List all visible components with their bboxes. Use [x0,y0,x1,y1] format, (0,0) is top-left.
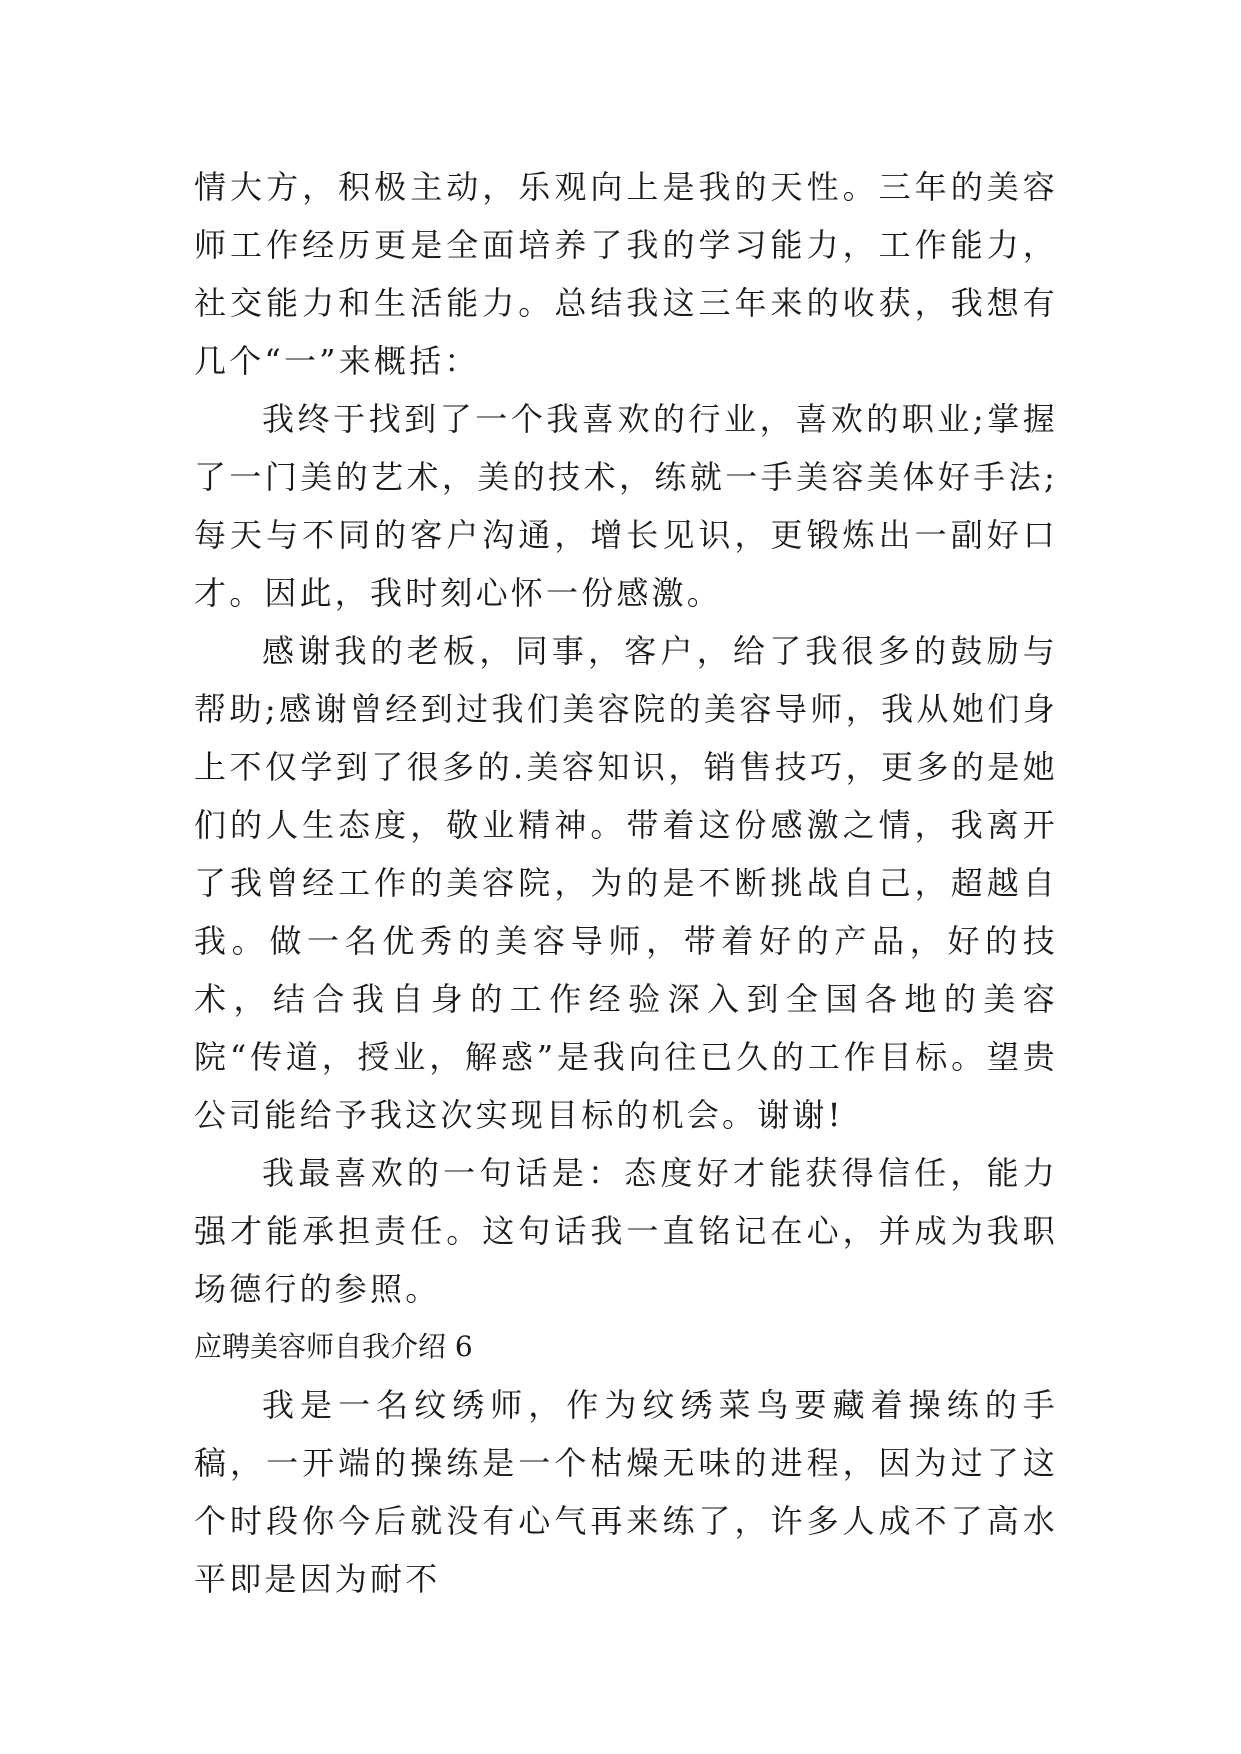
paragraph-gratitude: 感谢我的老板，同事，客户，给了我很多的鼓励与帮助;感谢曾经到过我们美容院的美容导师，我从她们身上不仅学到了很多的.美容知识，销售技巧，更多的是她们的人生态度，敬业精神。带着这份感激之情，我离开了我曾经工作的美容院，为的是不断挑战自己，超越自我。做一名优秀的美容导师，带着好的产品，好的技术，结合我自身的工作经验深入到全国各地的美容院“传道，授业，解惑”是我向往已久的工作目标。望贵公司能给予我这次实现目标的机会。谢谢! [194,632,1058,1134]
paragraph-continuation: 情大方，积极主动，乐观向上是我的天性。三年的美容师工作经历更是全面培养了我的学习能力，工作能力，社交能力和生活能力。总结我这三年来的收获，我想有几个“一”来概括： [194,168,1058,380]
section-heading: 应聘美容师自我介绍 6 [194,1330,473,1363]
document-page [194,158,1058,1608]
paragraph-tattoo-artist: 我是一名纹绣师，作为纹绣菜鸟要藏着操练的手稿，一开端的操练是一个枯燥无味的进程，因为过了这个时段你今后就没有心气再来练了，许多人成不了高水平即是因为耐不 [194,1386,1058,1598]
paragraph-favorite-quote: 我最喜欢的一句话是：态度好才能获得信任，能力强才能承担责任。这句话我一直铭记在心，并成为我职场德行的参照。 [194,1154,1058,1308]
paragraph-career-gains: 我终于找到了一个我喜欢的行业，喜欢的职业;掌握了一门美的艺术，美的技术，练就一手美容美体好手法;每天与不同的客户沟通，增长见识，更锻炼出一副好口才。因此，我时刻心怀一份感激。 [194,400,1058,612]
